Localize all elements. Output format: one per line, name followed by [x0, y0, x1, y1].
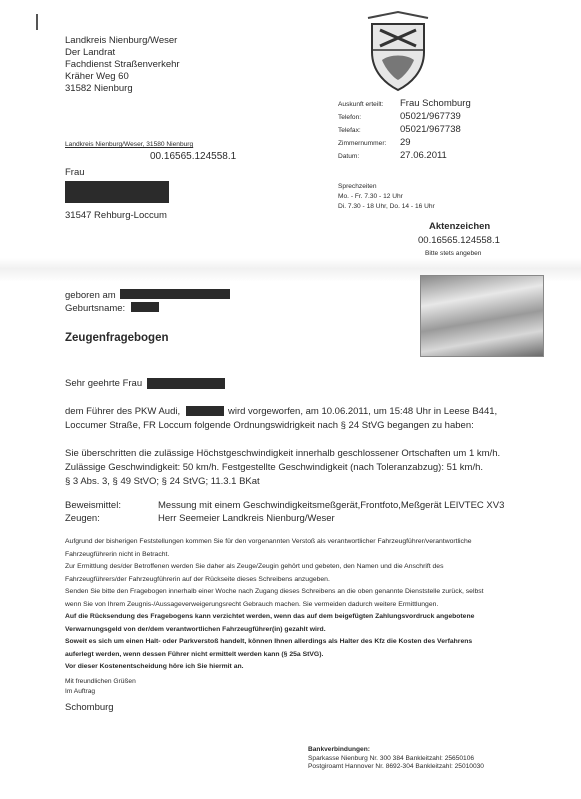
- notice-line-bold: auferlegt werden, wenn dessen Führer nicht ermittelt werden kann (§ 25a StVG).: [65, 650, 324, 658]
- evidence-label: Beweismittel:: [65, 500, 121, 511]
- document-heading: Zeugenfragebogen: [65, 332, 169, 344]
- offense-detail-line: Zulässige Geschwindigkeit: 50 km/h. Festgestellte Geschwindigkeit (nach Toleranzabzug): 51 km/h.: [65, 462, 484, 473]
- aktenzeichen-note: Bitte stets angeben: [425, 250, 482, 257]
- sender-line: Kräher Weg 60: [65, 71, 129, 82]
- birth-date-label: geboren am: [65, 290, 116, 301]
- evidence-value: Messung mit einem Geschwindigkeitsmeßgerät,Frontfoto,Meßgerät LEIVTEC XV3: [158, 500, 505, 511]
- birth-name-label: Geburtsname:: [65, 303, 126, 314]
- bank-title: Bankverbindungen:: [308, 746, 370, 753]
- offense-details: [65, 447, 500, 489]
- coat-of-arms-icon: [358, 10, 438, 97]
- staple-mark: [36, 14, 38, 30]
- recipient-city: 31547 Rehburg-Loccum: [65, 210, 167, 221]
- office-hours-line: Mo. - Fr. 7.30 - 12 Uhr: [338, 193, 403, 200]
- notice-line: Aufgrund der bisherigen Feststellungen kommen Sie für den vorgenannten Verstoß als verantwortlicher Fahrzeugführer/verantwortliche: [65, 538, 472, 545]
- offense-detail-line: Sie überschritten die zulässige Höchstgeschwindigkeit innerhalb geschlossener Ortschaften um 1 km/h.: [65, 448, 501, 459]
- notice-line-bold: Soweit es sich um einen Halt- oder Parkverstoß handelt, können Ihnen allerdings als Halter des Kfz die Kosten des Verfahrens: [65, 638, 473, 645]
- witness-label: Zeugen:: [65, 513, 100, 524]
- contact-value: 27.06.2011: [400, 150, 447, 161]
- reference-number: 00.16565.124558.1: [150, 151, 237, 162]
- office-hours: [338, 182, 435, 212]
- offense-line: Loccumer Straße, FR Loccum folgende Ordnungswidrigkeit nach § 24 StVG begangen zu haben:: [65, 420, 474, 431]
- contact-label: Telefon:: [338, 114, 362, 121]
- notice-line: Zur Ermittlung des/der Betroffenen werden Sie daher als Zeuge/Zeugin gehört und gebeten, den Namen und die Anschrift des: [65, 563, 444, 570]
- sender-line: Der Landrat: [65, 47, 116, 58]
- bank-line: Sparkasse Nienburg Nr. 300 384 Bankleitzahl: 25650106: [308, 755, 475, 762]
- contact-value: 29: [400, 137, 411, 148]
- aktenzeichen-title: Aktenzeichen: [429, 221, 491, 232]
- offense-line: wird vorgeworfen, am 10.06.2011, um 15:48 Uhr in Leese B441,: [228, 406, 498, 417]
- contact-label: Auskunft erteilt:: [338, 101, 384, 108]
- notice-line: Fahrzeugführerin nicht in Betracht.: [65, 550, 170, 558]
- notice-line-bold: Auf die Rücksendung des Fragebogens kann verzichtet werden, wenn das auf dem beigefügten Zahlungsvordruck angebotene: [65, 613, 475, 620]
- redacted-license-plate: [186, 406, 224, 416]
- redacted-addressee-name: [147, 378, 225, 389]
- contact-value: 05021/967739: [400, 111, 461, 122]
- signatory-name: Schomburg: [65, 702, 114, 713]
- closing-on-behalf: Im Auftrag: [65, 688, 96, 695]
- offense-line: dem Führer des PKW Audi,: [65, 406, 181, 417]
- vehicle-front-photo: [420, 275, 544, 357]
- office-hours-title: Sprechzeiten: [338, 183, 377, 190]
- contact-value: 05021/967738: [400, 124, 461, 135]
- notice-line: Fahrzeugführers/der Fahrzeugführerin auf der Rückseite dieses Schreibens anzugeben.: [65, 575, 330, 583]
- notice-line: wenn Sie von Ihrem Zeugnis-/Aussageverweigerungsrecht Gebrauch machen. Sie vermeiden dadurch weitere Ermittlungen.: [65, 600, 439, 608]
- sender-line: Landkreis Nienburg/Weser: [65, 35, 178, 46]
- legal-notice: [65, 536, 484, 674]
- notice-line-bold: Verwarnungsgeld von der/dem verantwortlichen Fahrzeugführer(in) gezahlt wird.: [65, 625, 326, 633]
- contact-label: Telefax:: [338, 127, 361, 134]
- sender-address: [65, 35, 180, 95]
- contact-label: Datum:: [338, 153, 360, 160]
- notice-line: Senden Sie bitte den Fragebogen innerhalb einer Woche nach Zugang dieses Schreibens an die oben genannte Dienststelle zurück, selbst: [65, 588, 484, 595]
- office-hours-line: Di. 7.30 - 18 Uhr, Do. 14 - 16 Uhr: [338, 203, 435, 210]
- recipient-salutation: Frau: [65, 167, 85, 178]
- greeting: Sehr geehrte Frau: [65, 378, 143, 389]
- return-address: Landkreis Nienburg/Weser, 31580 Nienburg: [65, 141, 194, 148]
- contact-value: Frau Schomburg: [400, 98, 471, 109]
- redacted-recipient-name: [65, 181, 169, 203]
- offense-detail-line: § 3 Abs. 3, § 49 StVO; § 24 StVG; 11.3.1 BKat: [65, 476, 260, 487]
- bank-line: Postgiroamt Hannover Nr. 8692-304 Bankleitzahl: 25010030: [308, 763, 484, 770]
- notice-line-bold: Vor dieser Kostenentscheidung höre ich Sie hiermit an.: [65, 663, 244, 670]
- sender-line: 31582 Nienburg: [65, 83, 133, 94]
- redacted-birth-date: [120, 289, 230, 299]
- witness-value: Herr Seemeier Landkreis Nienburg/Weser: [158, 513, 335, 524]
- contact-label: Zimmernummer:: [338, 140, 387, 147]
- closing-greeting: Mit freundlichen Grüßen: [65, 678, 136, 685]
- aktenzeichen-number: 00.16565.124558.1: [418, 235, 500, 246]
- redacted-birth-name: [131, 302, 159, 312]
- sender-line: Fachdienst Straßenverkehr: [65, 59, 180, 70]
